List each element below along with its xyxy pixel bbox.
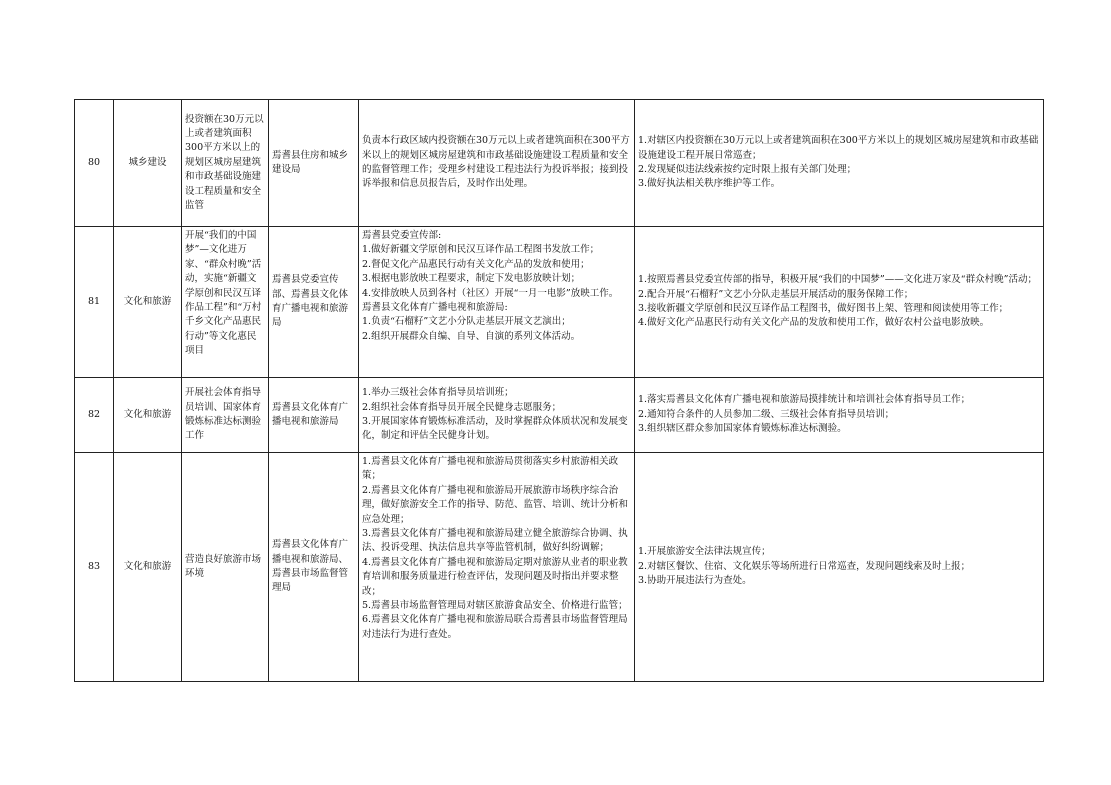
county-duty-line: 焉耆县党委宣传部: [362,230,442,241]
county-duty-line: 1.举办三级社会体育指导员培训班； [362,387,514,399]
township-duty-line: 2.通知符合条件的人员参加二级、三级社会体育指导员培训； [638,408,895,420]
row-department: 焉耆县党委宣传部、焉耆县文化体育广播电视和旅游局 [269,227,359,378]
county-duty-line: 6.焉耆县文化体育广播电视和旅游局联合焉耆县市场监督管理局对违法行为进行查处。 [362,614,628,640]
township-duty-line: 1.落实焉耆县文化体育广播电视和旅游局摸排统计和培训社会体育指导员工作； [638,394,971,406]
township-duty-line: 2.对辖区餐饮、住宿、文化娱乐等场所进行日常巡查，发现问题线索及时上报； [638,560,971,572]
county-duty-line: 4.安排放映人员到各村（社区）开展“一月一电影”放映工作。 [362,287,619,299]
row-township-duties [635,378,1044,453]
county-duty-line: 焉耆县文化体育广播电视和旅游局: [362,302,508,314]
row-township-duties [635,453,1044,682]
row-department: 焉耆县文化体育广播电视和旅游局、焉耆县市场监督管理局 [269,453,359,682]
township-duty-line: 2.配合开展“石榴籽”文艺小分队走基层开展活动的服务保障工作； [638,288,914,300]
county-duty-line: 1.做好新疆文学原创和民汉互译作品工程图书发放工作； [362,244,600,256]
township-duty-line: 1.按照焉耆县党委宣传部的指导，积极开展“我们的中国梦”——文化进万家及“群众村晚”活动； [638,274,1037,286]
row-number: 80 [75,100,114,227]
table-row-82 [75,378,1044,453]
township-duty-line: 3.协助开展违法行为查处。 [638,575,752,587]
county-duty-line: 1.焉耆县文化体育广播电视和旅游局贯彻落实乡村旅游相关政策； [362,456,619,482]
row-number: 81 [75,227,114,378]
row-category: 文化和旅游 [114,453,182,682]
county-duty-line: 2.组织开展群众自编、自导、自演的系列文体活动。 [362,330,581,342]
table-row-81 [75,227,1044,378]
row-county-duties [359,227,635,378]
row-item: 开展社会体育指导员培训、国家体育锻炼标准达标测验工作 [182,378,269,453]
county-duty-line: 负责本行政区域内投资额在30万元以上或者建筑面积在300平方米以上的规划区城房屋建筑和市政基础设施建设工程质量和安全的监督管理工作；受理乡村建设工程违法行为投诉举报；接到投诉举报和信息员报告后，及时作出处理。 [362,135,630,190]
row-category: 文化和旅游 [114,378,182,453]
county-duty-line: 2.督促文化产品惠民行动有关文化产品的发放和使用； [362,258,590,270]
row-township-duties [635,227,1044,378]
row-department: 焉耆县住房和城乡建设局 [269,100,359,227]
table-row-80 [75,100,1044,227]
township-duty-line: 1.开展旅游安全法律法规宣传； [638,546,771,558]
township-duty-line: 3.做好执法相关秩序维护等工作。 [638,178,781,190]
row-item: 投资额在30万元以上或者建筑面积300平方米以上的规划区城房屋建筑和市政基础设施建设工程质量和安全监管 [182,100,269,227]
row-county-duties [359,100,635,227]
table-row-83 [75,453,1044,682]
row-item: 营造良好旅游市场环境 [182,453,269,682]
township-duty-line: 3.组织辖区群众参加国家体育锻炼标准达标测验。 [638,423,847,435]
county-duty-line: 2.组织社会体育指导员开展全民健身志愿服务； [362,401,562,413]
row-number: 82 [75,378,114,453]
county-duty-line: 2.焉耆县文化体育广播电视和旅游局开展旅游市场秩序综合治理，做好旅游安全工作的指导、防范、监管、培训、统计分析和应急处理； [362,484,629,525]
county-duty-line: 3.焉耆县文化体育广播电视和旅游局建立健全旅游综合协调、执法、投诉受理、执法信息共享等监管机制，做好纠纷调解； [362,528,628,554]
township-duty-line: 4.做好文化产品惠民行动有关文化产品的发放和使用工作，做好农村公益电影放映。 [638,317,990,329]
row-township-duties [635,100,1044,227]
row-item: 开展“我们的中国梦”—文化进万家、“群众村晚”活动，实施“新疆文学原创和民汉互译作品工程”和“万村千乡文化产品惠民行动”等文化惠民项目 [182,227,269,378]
responsibility-table [74,99,1044,682]
township-duty-line: 2.发现疑似违法线索按约定时限上报有关部门处理； [638,164,857,175]
row-department: 焉耆县文化体育广播电视和旅游局 [269,378,359,453]
county-duty-line: 3.根据电影放映工程要求，制定下发电影放映计划； [362,273,581,285]
county-duty-line: 3.开展国家体育锻炼标准活动，及时掌握群众体质状况和发展变化，制定和评估全民健身计划。 [362,416,628,442]
row-category: 城乡建设 [114,100,182,227]
township-duty-line: 1.对辖区内投资额在30万元以上或者建筑面积在300平方米以上的规划区城房屋建筑和市政基础设施建设工程开展日常巡查； [638,135,1039,161]
row-category: 文化和旅游 [114,227,182,378]
county-duty-line: 4.焉耆县文化体育广播电视和旅游局定期对旅游从业者的职业教育培训和服务质量进行检查评估，发现问题及时指出并要求整改； [362,556,628,597]
county-duty-line: 5.焉耆县市场监督管理局对辖区旅游食品安全、价格进行监管； [362,600,628,612]
county-duty-line: 1.负责“石榴籽”文艺小分队走基层开展文艺演出； [362,316,571,328]
row-number: 83 [75,453,114,682]
row-county-duties [359,378,635,453]
row-county-duties [359,453,635,682]
township-duty-line: 3.接收新疆文学原创和民汉互译作品工程图书，做好图书上架、管理和阅读使用等工作； [638,303,1009,314]
